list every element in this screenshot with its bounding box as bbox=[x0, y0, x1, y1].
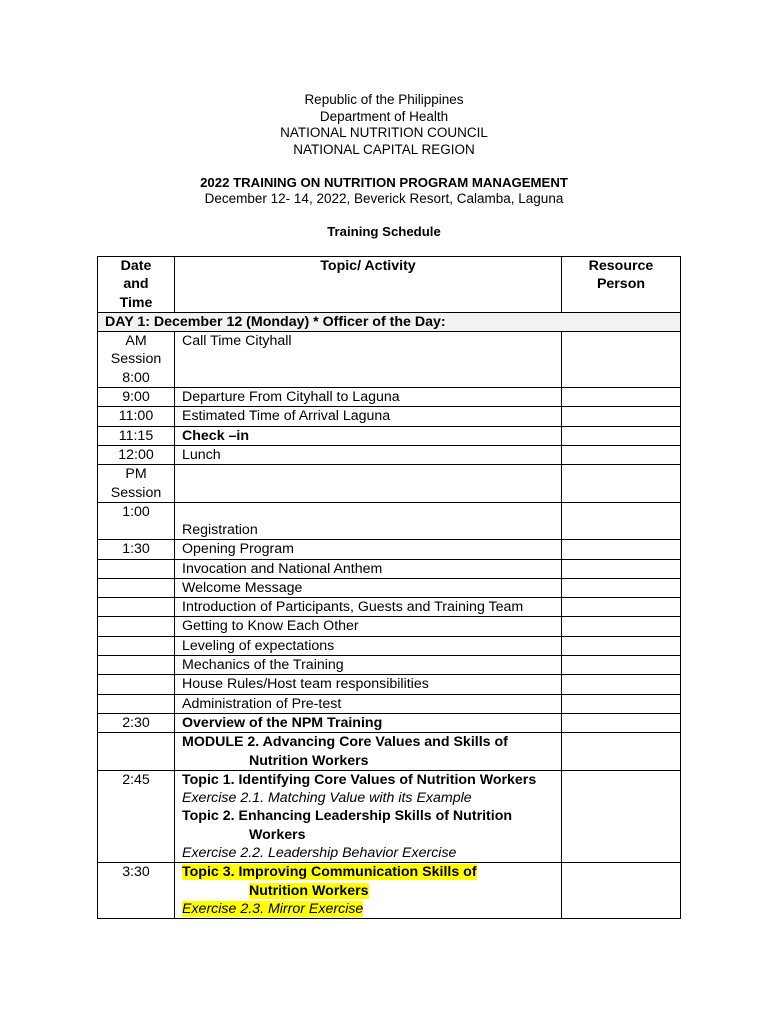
topic-cell: Estimated Time of Arrival Laguna bbox=[175, 407, 562, 426]
topic-cell: Mechanics of the Training bbox=[175, 656, 562, 675]
resource-cell bbox=[562, 733, 681, 771]
header-resource: Resource Person bbox=[562, 257, 681, 313]
resource-cell bbox=[562, 770, 681, 862]
table-row bbox=[98, 388, 681, 407]
exercise-2-1: Exercise 2.1. Matching Value with its Example bbox=[182, 790, 472, 807]
topic-cell bbox=[175, 863, 562, 919]
table-row bbox=[98, 578, 681, 597]
resource-cell bbox=[562, 617, 681, 636]
table-row bbox=[98, 863, 681, 919]
resource-cell bbox=[562, 502, 681, 539]
table-row bbox=[98, 636, 681, 655]
table-row bbox=[98, 656, 681, 675]
header-line-region: NATIONAL CAPITAL REGION bbox=[293, 141, 475, 157]
topic-cell: Leveling of expectations bbox=[175, 636, 562, 655]
module-2-title: MODULE 2. Advancing Core Values and Skills of Nutrition Workers bbox=[182, 734, 508, 769]
resource-cell bbox=[562, 656, 681, 675]
time-cell: PM Session bbox=[98, 465, 175, 503]
time-cell bbox=[98, 598, 175, 617]
time-cell: 2:45 bbox=[98, 770, 175, 862]
topic-cell: Check –in bbox=[175, 426, 562, 445]
document-header bbox=[0, 92, 768, 158]
time-cell bbox=[98, 617, 175, 636]
exercise-2-2: Exercise 2.2. Leadership Behavior Exercise bbox=[182, 845, 457, 862]
table-row bbox=[98, 465, 681, 503]
topic-cell: Welcome Message bbox=[175, 578, 562, 597]
table-row bbox=[98, 598, 681, 617]
resource-cell bbox=[562, 426, 681, 445]
topic-cell bbox=[175, 733, 562, 771]
resource-cell bbox=[562, 598, 681, 617]
table-row bbox=[98, 540, 681, 559]
topic-cell: Getting to Know Each Other bbox=[175, 617, 562, 636]
time-cell bbox=[98, 559, 175, 578]
header-date-time: Date and Time bbox=[98, 257, 175, 313]
topic-cell: Introduction of Participants, Guests and Training Team bbox=[175, 598, 562, 617]
table-row bbox=[98, 559, 681, 578]
resource-cell bbox=[562, 407, 681, 426]
topic-3-block bbox=[182, 863, 502, 900]
time-cell bbox=[98, 636, 175, 655]
topic-cell: Invocation and National Anthem bbox=[175, 559, 562, 578]
topic-cell: Registration bbox=[175, 502, 562, 539]
resource-cell bbox=[562, 559, 681, 578]
topic-cell bbox=[175, 465, 562, 503]
topic-2: Topic 2. Enhancing Leadership Skills of Nutrition Workers bbox=[182, 808, 513, 843]
header-line-republic: Republic of the Philippines bbox=[304, 92, 464, 107]
time-cell bbox=[98, 675, 175, 694]
table-row bbox=[98, 426, 681, 445]
topic-cell: Lunch bbox=[175, 446, 562, 465]
resource-cell bbox=[562, 694, 681, 713]
resource-cell bbox=[562, 578, 681, 597]
schedule-heading: Training Schedule bbox=[327, 224, 441, 239]
table-row bbox=[98, 332, 681, 388]
resource-cell bbox=[562, 636, 681, 655]
time-cell bbox=[98, 578, 175, 597]
time-cell bbox=[98, 694, 175, 713]
topic-1: Topic 1. Identifying Core Values of Nutrition Workers bbox=[182, 771, 537, 788]
schedule-table bbox=[97, 256, 681, 919]
resource-cell bbox=[562, 540, 681, 559]
time-cell: 1:00 bbox=[98, 502, 175, 539]
time-cell: 1:30 bbox=[98, 540, 175, 559]
resource-cell bbox=[562, 713, 681, 732]
resource-cell bbox=[562, 465, 681, 503]
time-cell: AM Session 8:00 bbox=[98, 332, 175, 388]
resource-cell bbox=[562, 675, 681, 694]
topic-cell: Departure From Cityhall to Laguna bbox=[175, 388, 562, 407]
document-title: 2022 TRAINING ON NUTRITION PROGRAM MANAGEMENT bbox=[200, 175, 568, 190]
exercise-2-3: Exercise 2.3. Mirror Exercise bbox=[182, 900, 364, 917]
table-header-row bbox=[98, 257, 681, 313]
time-cell: 3:30 bbox=[98, 863, 175, 919]
table-row bbox=[98, 713, 681, 732]
topic-cell: Administration of Pre-test bbox=[175, 694, 562, 713]
table-row bbox=[98, 733, 681, 771]
time-cell bbox=[98, 733, 175, 771]
table-row bbox=[98, 502, 681, 539]
topic-3: Topic 3. Improving Communication Skills of Nutrition Workers bbox=[182, 864, 477, 899]
table-row bbox=[98, 407, 681, 426]
day-label: DAY 1: December 12 (Monday) * Officer of the Day: bbox=[98, 312, 681, 331]
table-row bbox=[98, 446, 681, 465]
time-cell: 11:15 bbox=[98, 426, 175, 445]
document-subtitle: December 12- 14, 2022, Beverick Resort, Calamba, Laguna bbox=[204, 191, 564, 206]
topic-cell bbox=[175, 770, 562, 862]
header-line-department: Department of Health bbox=[319, 108, 449, 124]
topic-cell: Opening Program bbox=[175, 540, 562, 559]
resource-cell bbox=[562, 863, 681, 919]
table-row bbox=[98, 675, 681, 694]
resource-cell bbox=[562, 388, 681, 407]
time-cell: 2:30 bbox=[98, 713, 175, 732]
table-row bbox=[98, 770, 681, 862]
time-cell: 11:00 bbox=[98, 407, 175, 426]
day-row bbox=[98, 312, 681, 331]
time-cell: 9:00 bbox=[98, 388, 175, 407]
topic-cell: House Rules/Host team responsibilities bbox=[175, 675, 562, 694]
topic-cell: Overview of the NPM Training bbox=[175, 713, 562, 732]
time-cell bbox=[98, 656, 175, 675]
header-line-council: NATIONAL NUTRITION COUNCIL bbox=[280, 125, 488, 140]
table-row bbox=[98, 617, 681, 636]
resource-cell bbox=[562, 332, 681, 388]
time-cell: 12:00 bbox=[98, 446, 175, 465]
header-topic: Topic/ Activity bbox=[175, 257, 562, 313]
topic-cell: Call Time Cityhall bbox=[175, 332, 562, 388]
table-row bbox=[98, 694, 681, 713]
resource-cell bbox=[562, 446, 681, 465]
